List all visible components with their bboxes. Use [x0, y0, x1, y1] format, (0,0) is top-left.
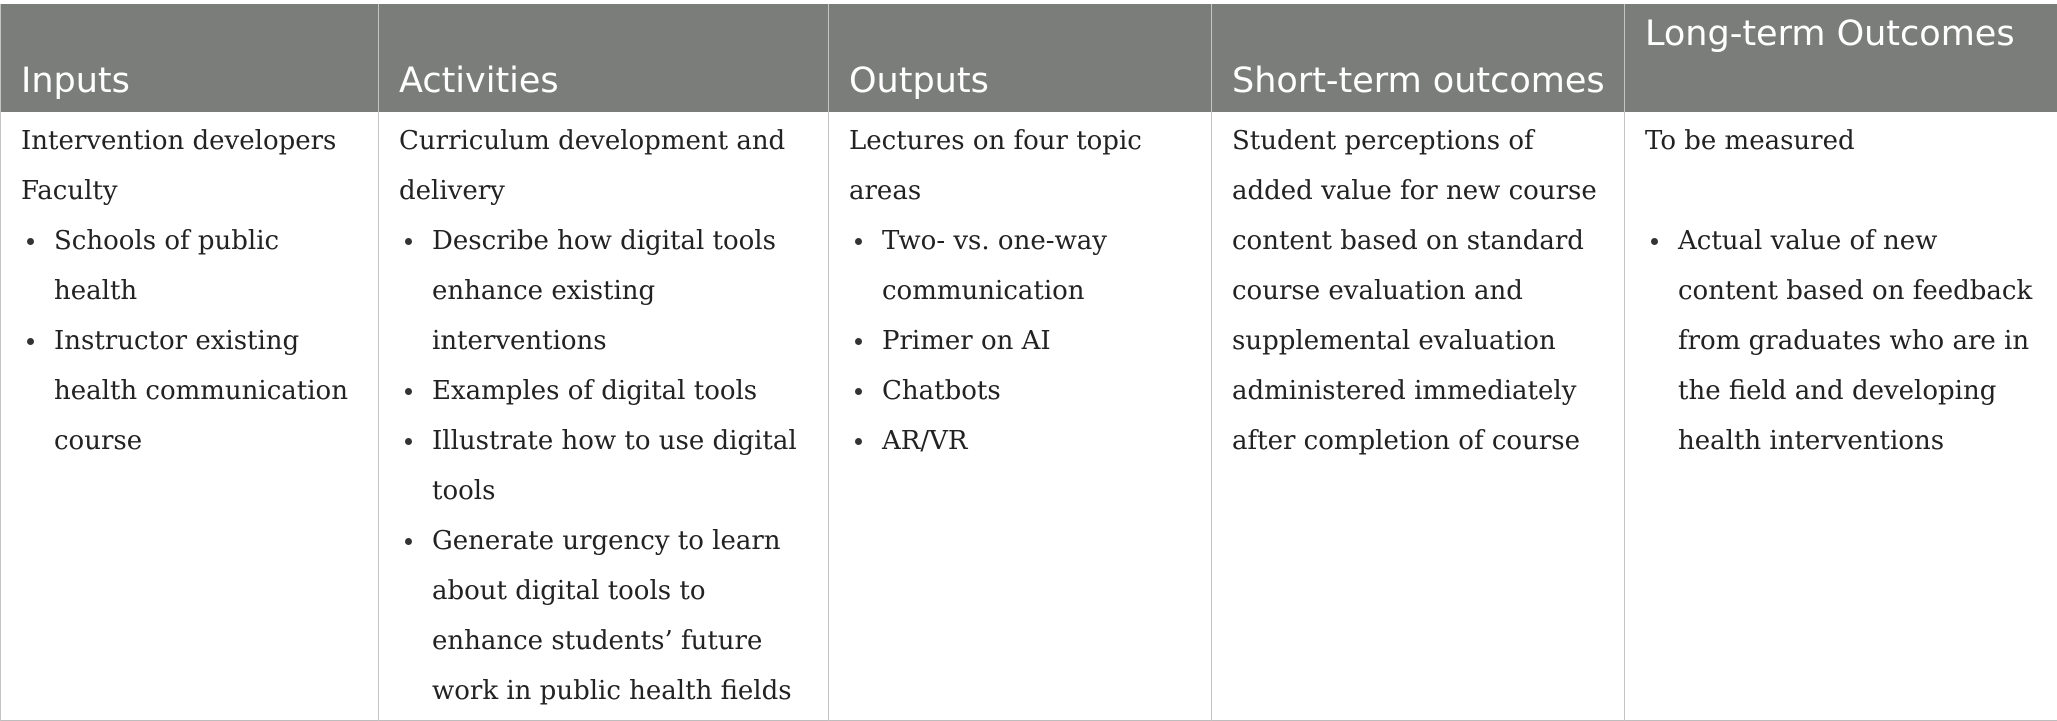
- header-activities: Activities: [379, 4, 829, 112]
- long-term-intro: To be measured: [1645, 116, 2039, 166]
- cell-outputs: [829, 112, 1212, 721]
- inputs-bullet-list: [21, 216, 360, 466]
- long-term-bullet-list: [1645, 216, 2039, 466]
- activities-bullet-list: [399, 216, 810, 716]
- header-outputs: Outputs: [829, 4, 1212, 112]
- list-item: Actual value of new content based on feedback from graduates who are in the field and developing health interventions: [1645, 216, 2039, 466]
- header-short-term-outcomes: Short-term outcomes: [1212, 4, 1625, 112]
- list-item: Chatbots: [849, 366, 1193, 416]
- cell-short-term-outcomes: [1212, 112, 1625, 721]
- header-row: [1, 4, 2057, 112]
- outputs-intro: Lectures on four topic areas: [849, 116, 1193, 216]
- cell-long-term-outcomes: [1625, 112, 2057, 721]
- cell-inputs: [1, 112, 379, 721]
- list-item: Examples of digital tools: [399, 366, 810, 416]
- list-item: Illustrate how to use digital tools: [399, 416, 810, 516]
- inputs-line: Faculty: [21, 166, 360, 216]
- list-item: Schools of public health: [21, 216, 360, 316]
- list-item: Two- vs. one-way communication: [849, 216, 1193, 316]
- short-term-text: Student perceptions of added value for new course content based on standard course evaluation and supplemental evaluation administered immediately after completion of course: [1232, 116, 1606, 466]
- cell-activities: [379, 112, 829, 721]
- header-long-term-outcomes: Long-term Outcomes: [1625, 4, 2057, 112]
- outputs-bullet-list: [849, 216, 1193, 466]
- list-item: Primer on AI: [849, 316, 1193, 366]
- inputs-line: Intervention developers: [21, 116, 360, 166]
- list-item: Describe how digital tools enhance existing interventions: [399, 216, 810, 366]
- content-row: [1, 112, 2057, 721]
- header-inputs: Inputs: [1, 4, 379, 112]
- logic-model-table: [0, 4, 2057, 721]
- spacer: [1645, 166, 2039, 216]
- list-item: Instructor existing health communication course: [21, 316, 360, 466]
- list-item: AR/VR: [849, 416, 1193, 466]
- list-item: Generate urgency to learn about digital tools to enhance students’ future work in public health fields: [399, 516, 810, 716]
- activities-intro: Curriculum development and delivery: [399, 116, 810, 216]
